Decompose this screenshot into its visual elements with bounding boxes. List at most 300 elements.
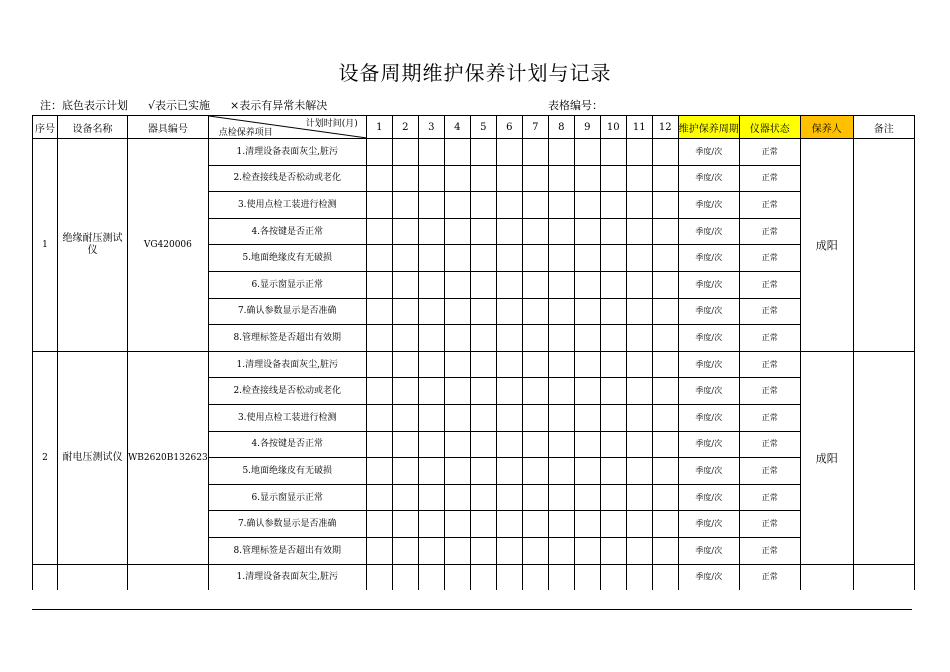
month-record-cell[interactable] [548,537,574,564]
check-item: 6.显示窗显示正常 [208,484,366,511]
month-record-cell[interactable] [496,484,522,511]
instrument-status: 正常 [761,412,778,422]
month-record-cell[interactable] [418,271,444,298]
month-record-cell[interactable] [574,511,600,538]
month-record-cell[interactable] [548,378,574,405]
month-record-cell[interactable] [600,484,626,511]
month-record-cell[interactable] [652,484,678,511]
month-record-cell[interactable] [496,351,522,378]
month-record-cell[interactable] [418,245,444,272]
instrument-status-cell [739,139,800,166]
month-record-cell[interactable] [626,245,652,272]
month-record-cell[interactable] [522,537,548,564]
month-record-cell[interactable] [418,192,444,219]
month-record-cell[interactable] [444,271,470,298]
instrument-status-cell [739,218,800,245]
maintenance-cycle: 季度/次 [695,306,723,316]
month-record-cell[interactable] [652,378,678,405]
month-record-cell[interactable] [392,325,418,352]
legend-plan-note: 注：底色表示计划 [40,99,128,112]
header-month: 9 [574,116,600,139]
month-record-cell[interactable] [600,271,626,298]
month-record-cell[interactable] [626,298,652,325]
maintenance-cycle-cell [678,404,739,431]
month-record-cell[interactable] [574,218,600,245]
month-record-cell[interactable] [574,537,600,564]
month-record-cell[interactable] [574,484,600,511]
month-record-cell[interactable] [392,404,418,431]
header-month: 11 [626,116,652,139]
month-record-cell[interactable] [496,564,522,590]
maintenance-cycle-cell [678,139,739,166]
device-code: WB2620B132623 [128,351,209,564]
month-record-cell[interactable] [366,537,392,564]
month-record-cell[interactable] [522,165,548,192]
month-record-cell[interactable] [392,271,418,298]
month-record-cell[interactable] [496,404,522,431]
header-month: 2 [392,116,418,139]
month-record-cell[interactable] [522,271,548,298]
month-record-cell[interactable] [392,378,418,405]
month-record-cell[interactable] [626,484,652,511]
month-record-cell[interactable] [392,458,418,485]
month-record-cell[interactable] [366,378,392,405]
month-record-cell[interactable] [574,564,600,590]
month-record-cell[interactable] [522,325,548,352]
month-record-cell[interactable] [392,218,418,245]
remark-cell[interactable] [853,351,914,564]
month-record-cell[interactable] [392,165,418,192]
month-record-cell[interactable] [444,351,470,378]
month-record-cell[interactable] [522,192,548,219]
month-record-cell[interactable] [626,325,652,352]
device-code [128,564,209,590]
month-record-cell[interactable] [496,325,522,352]
month-record-cell[interactable] [444,458,470,485]
device-name: 绝缘耐压测试仪 [58,139,128,352]
month-record-cell[interactable] [470,218,496,245]
month-record-cell[interactable] [626,404,652,431]
month-record-cell[interactable] [418,139,444,166]
month-record-cell[interactable] [496,537,522,564]
device-name: 耐电压测试仪 [58,351,128,564]
month-record-cell[interactable] [574,298,600,325]
month-record-cell[interactable] [600,564,626,590]
month-record-cell[interactable] [470,298,496,325]
instrument-status-cell [739,192,800,219]
month-record-cell[interactable] [470,271,496,298]
month-record-cell[interactable] [522,431,548,458]
month-record-cell[interactable] [548,271,574,298]
maintainer-name: 成阳 [800,139,853,352]
month-record-cell[interactable] [626,218,652,245]
month-record-cell[interactable] [470,325,496,352]
month-record-cell[interactable] [522,351,548,378]
month-record-cell[interactable] [366,351,392,378]
month-record-cell[interactable] [470,245,496,272]
month-record-cell[interactable] [496,298,522,325]
month-record-cell[interactable] [444,484,470,511]
month-record-cell[interactable] [444,165,470,192]
maintenance-cycle: 季度/次 [695,146,723,156]
month-record-cell[interactable] [574,165,600,192]
month-record-cell[interactable] [470,351,496,378]
maintenance-cycle-cell [678,298,739,325]
month-record-cell[interactable] [444,564,470,590]
month-record-cell[interactable] [626,378,652,405]
maintenance-cycle: 季度/次 [695,492,723,502]
month-record-cell[interactable] [522,484,548,511]
maintenance-cycle: 季度/次 [695,173,723,183]
month-record-cell[interactable] [392,511,418,538]
header-seq: 序号 [33,116,58,139]
month-record-cell[interactable] [522,458,548,485]
month-record-cell[interactable] [418,218,444,245]
month-record-cell[interactable] [496,378,522,405]
instrument-status: 正常 [761,306,778,316]
instrument-status-cell [739,298,800,325]
month-record-cell[interactable] [548,404,574,431]
month-record-cell[interactable] [418,537,444,564]
month-record-cell[interactable] [392,192,418,219]
month-record-cell[interactable] [366,192,392,219]
check-item: 5.地面绝缘皮有无破损 [208,458,366,485]
maintenance-cycle: 季度/次 [695,545,723,555]
device-code: VG420006 [128,139,209,352]
month-record-cell[interactable] [652,245,678,272]
maintenance-cycle-cell [678,484,739,511]
maintenance-cycle-cell [678,431,739,458]
month-record-cell[interactable] [522,298,548,325]
month-record-cell[interactable] [392,351,418,378]
month-record-cell[interactable] [366,564,392,590]
month-record-cell[interactable] [548,192,574,219]
check-item: 4.各按键是否正常 [208,431,366,458]
month-record-cell[interactable] [574,139,600,166]
month-record-cell[interactable] [574,351,600,378]
header-cycle: 维护保养周期 [678,116,739,139]
month-record-cell[interactable] [366,165,392,192]
device-seq: 1 [33,139,58,352]
month-record-cell[interactable] [496,139,522,166]
month-record-cell[interactable] [418,325,444,352]
month-record-cell[interactable] [548,431,574,458]
month-record-cell[interactable] [652,298,678,325]
instrument-status: 正常 [761,199,778,209]
month-record-cell[interactable] [418,511,444,538]
check-item: 3.使用点检工装进行检测 [208,404,366,431]
month-record-cell[interactable] [574,431,600,458]
month-record-cell[interactable] [548,298,574,325]
month-record-cell[interactable] [574,271,600,298]
month-record-cell[interactable] [496,165,522,192]
month-record-cell[interactable] [444,378,470,405]
month-record-cell[interactable] [470,139,496,166]
header-device-no: 器具编号 [128,116,209,139]
month-record-cell[interactable] [652,192,678,219]
instrument-status-cell [739,484,800,511]
header-device-name: 设备名称 [58,116,128,139]
month-record-cell[interactable] [652,511,678,538]
month-record-cell[interactable] [652,458,678,485]
month-record-cell[interactable] [600,404,626,431]
month-record-cell[interactable] [522,511,548,538]
instrument-status-cell [739,564,800,590]
month-record-cell[interactable] [392,298,418,325]
month-record-cell[interactable] [366,511,392,538]
month-record-cell[interactable] [548,139,574,166]
month-record-cell[interactable] [626,165,652,192]
month-record-cell[interactable] [548,484,574,511]
legend-abnormal-note: ×表示有异常未解决 [230,99,328,112]
month-record-cell[interactable] [366,484,392,511]
month-record-cell[interactable] [392,537,418,564]
month-record-cell[interactable] [444,298,470,325]
month-record-cell[interactable] [522,139,548,166]
month-record-cell[interactable] [600,192,626,219]
instrument-status: 正常 [761,332,778,342]
month-record-cell[interactable] [548,458,574,485]
instrument-status-cell [739,511,800,538]
header-month: 6 [496,116,522,139]
legend-done-note: √表示已实施 [148,99,211,112]
maintenance-cycle-cell [678,325,739,352]
month-record-cell[interactable] [626,351,652,378]
month-record-cell[interactable] [418,165,444,192]
month-record-cell[interactable] [600,511,626,538]
month-record-cell[interactable] [574,404,600,431]
month-record-cell[interactable] [548,564,574,590]
month-record-cell[interactable] [366,325,392,352]
instrument-status-cell [739,351,800,378]
maintenance-cycle: 季度/次 [695,572,723,582]
maintainer-name [800,564,853,590]
page-title: 设备周期维护保养计划与记录 [338,61,612,85]
instrument-status-cell [739,537,800,564]
month-record-cell[interactable] [470,537,496,564]
month-record-cell[interactable] [574,245,600,272]
device-name [58,564,128,590]
month-record-cell[interactable] [600,537,626,564]
month-record-cell[interactable] [392,484,418,511]
month-record-cell[interactable] [392,245,418,272]
header-month: 10 [600,116,626,139]
maintenance-cycle-cell [678,165,739,192]
month-record-cell[interactable] [626,458,652,485]
month-record-cell[interactable] [548,325,574,352]
month-record-cell[interactable] [652,218,678,245]
month-record-cell[interactable] [652,139,678,166]
month-record-cell[interactable] [418,404,444,431]
month-record-cell[interactable] [470,165,496,192]
month-record-cell[interactable] [574,192,600,219]
month-record-cell[interactable] [548,351,574,378]
month-record-cell[interactable] [496,245,522,272]
month-record-cell[interactable] [470,564,496,590]
instrument-status-cell [739,245,800,272]
month-record-cell[interactable] [444,511,470,538]
month-record-cell[interactable] [444,404,470,431]
header-diagonal-cell [208,116,366,139]
month-record-cell[interactable] [444,431,470,458]
month-record-cell[interactable] [600,218,626,245]
instrument-status-cell [739,325,800,352]
month-record-cell[interactable] [600,458,626,485]
month-record-cell[interactable] [418,351,444,378]
month-record-cell[interactable] [652,537,678,564]
month-record-cell[interactable] [574,378,600,405]
device-seq: 2 [33,351,58,564]
month-record-cell[interactable] [600,378,626,405]
instrument-status: 正常 [761,146,778,156]
month-record-cell[interactable] [418,431,444,458]
month-record-cell[interactable] [366,431,392,458]
check-item: 4.各按键是否正常 [208,218,366,245]
month-record-cell[interactable] [600,165,626,192]
month-record-cell[interactable] [366,298,392,325]
month-record-cell[interactable] [444,139,470,166]
month-record-cell[interactable] [652,165,678,192]
month-record-cell[interactable] [366,139,392,166]
maintainer-name: 成阳 [800,351,853,564]
month-record-cell[interactable] [418,298,444,325]
maintenance-table [32,115,915,590]
month-record-cell[interactable] [626,192,652,219]
instrument-status: 正常 [761,465,778,475]
month-record-cell[interactable] [522,564,548,590]
month-record-cell[interactable] [652,351,678,378]
month-record-cell[interactable] [392,139,418,166]
header-plan-time: 计划时间(月) [305,119,358,129]
month-record-cell[interactable] [366,218,392,245]
month-record-cell[interactable] [626,431,652,458]
instrument-status-cell [739,458,800,485]
header-month: 8 [548,116,574,139]
header-person: 保养人 [800,116,853,139]
month-record-cell[interactable] [548,245,574,272]
month-record-cell[interactable] [444,218,470,245]
month-record-cell[interactable] [470,404,496,431]
instrument-status-cell [739,165,800,192]
maintenance-cycle: 季度/次 [695,199,723,209]
maintenance-cycle-cell [678,537,739,564]
month-record-cell[interactable] [444,192,470,219]
table-row [33,564,915,590]
instrument-status-cell [739,271,800,298]
month-record-cell[interactable] [366,271,392,298]
month-record-cell[interactable] [444,325,470,352]
month-record-cell[interactable] [652,325,678,352]
month-record-cell[interactable] [522,378,548,405]
maintenance-cycle: 季度/次 [695,226,723,236]
month-record-cell[interactable] [652,271,678,298]
month-record-cell[interactable] [418,458,444,485]
month-record-cell[interactable] [496,511,522,538]
month-record-cell[interactable] [366,458,392,485]
check-item: 7.确认参数显示是否准确 [208,511,366,538]
month-record-cell[interactable] [600,431,626,458]
month-record-cell[interactable] [600,245,626,272]
month-record-cell[interactable] [470,511,496,538]
month-record-cell[interactable] [626,271,652,298]
maintenance-cycle: 季度/次 [695,465,723,475]
month-record-cell[interactable] [522,404,548,431]
maintenance-cycle-cell [678,564,739,590]
month-record-cell[interactable] [366,404,392,431]
month-record-cell[interactable] [418,484,444,511]
month-record-cell[interactable] [444,537,470,564]
month-record-cell[interactable] [418,564,444,590]
remark-cell[interactable] [853,139,914,352]
table-row [33,139,915,166]
month-record-cell[interactable] [600,351,626,378]
month-record-cell[interactable] [626,139,652,166]
instrument-status: 正常 [761,439,778,449]
month-record-cell[interactable] [496,218,522,245]
instrument-status-cell [739,404,800,431]
month-record-cell[interactable] [574,458,600,485]
month-record-cell[interactable] [652,404,678,431]
month-record-cell[interactable] [548,218,574,245]
month-record-cell[interactable] [470,458,496,485]
header-month: 5 [470,116,496,139]
maintenance-cycle: 季度/次 [695,253,723,263]
month-record-cell[interactable] [496,192,522,219]
month-record-cell[interactable] [444,245,470,272]
month-record-cell[interactable] [626,537,652,564]
month-record-cell[interactable] [574,325,600,352]
month-record-cell[interactable] [470,484,496,511]
month-record-cell[interactable] [392,431,418,458]
check-item: 8.管理标签是否超出有效期 [208,325,366,352]
month-record-cell[interactable] [652,564,678,590]
month-record-cell[interactable] [418,378,444,405]
month-record-cell[interactable] [626,564,652,590]
month-record-cell[interactable] [600,325,626,352]
instrument-status-cell [739,378,800,405]
maintenance-cycle: 季度/次 [695,359,723,369]
header-month: 1 [366,116,392,139]
month-record-cell[interactable] [548,511,574,538]
check-item: 3.使用点检工装进行检测 [208,192,366,219]
month-record-cell[interactable] [548,165,574,192]
month-record-cell[interactable] [522,218,548,245]
remark-cell[interactable] [853,564,914,590]
header-month: 12 [652,116,678,139]
month-record-cell[interactable] [600,139,626,166]
header-remark: 备注 [853,116,914,139]
month-record-cell[interactable] [496,271,522,298]
month-record-cell[interactable] [626,511,652,538]
month-record-cell[interactable] [470,431,496,458]
month-record-cell[interactable] [366,245,392,272]
maintenance-cycle-cell [678,245,739,272]
instrument-status: 正常 [761,519,778,529]
month-record-cell[interactable] [496,431,522,458]
header-status: 仪器状态 [739,116,800,139]
month-record-cell[interactable] [600,298,626,325]
check-item: 5.地面绝缘皮有无破损 [208,245,366,272]
month-record-cell[interactable] [470,192,496,219]
instrument-status: 正常 [761,173,778,183]
month-record-cell[interactable] [522,245,548,272]
check-item: 6.显示窗显示正常 [208,271,366,298]
device-seq [33,564,58,590]
month-record-cell[interactable] [496,458,522,485]
month-record-cell[interactable] [652,431,678,458]
month-record-cell[interactable] [470,378,496,405]
month-record-cell[interactable] [392,564,418,590]
